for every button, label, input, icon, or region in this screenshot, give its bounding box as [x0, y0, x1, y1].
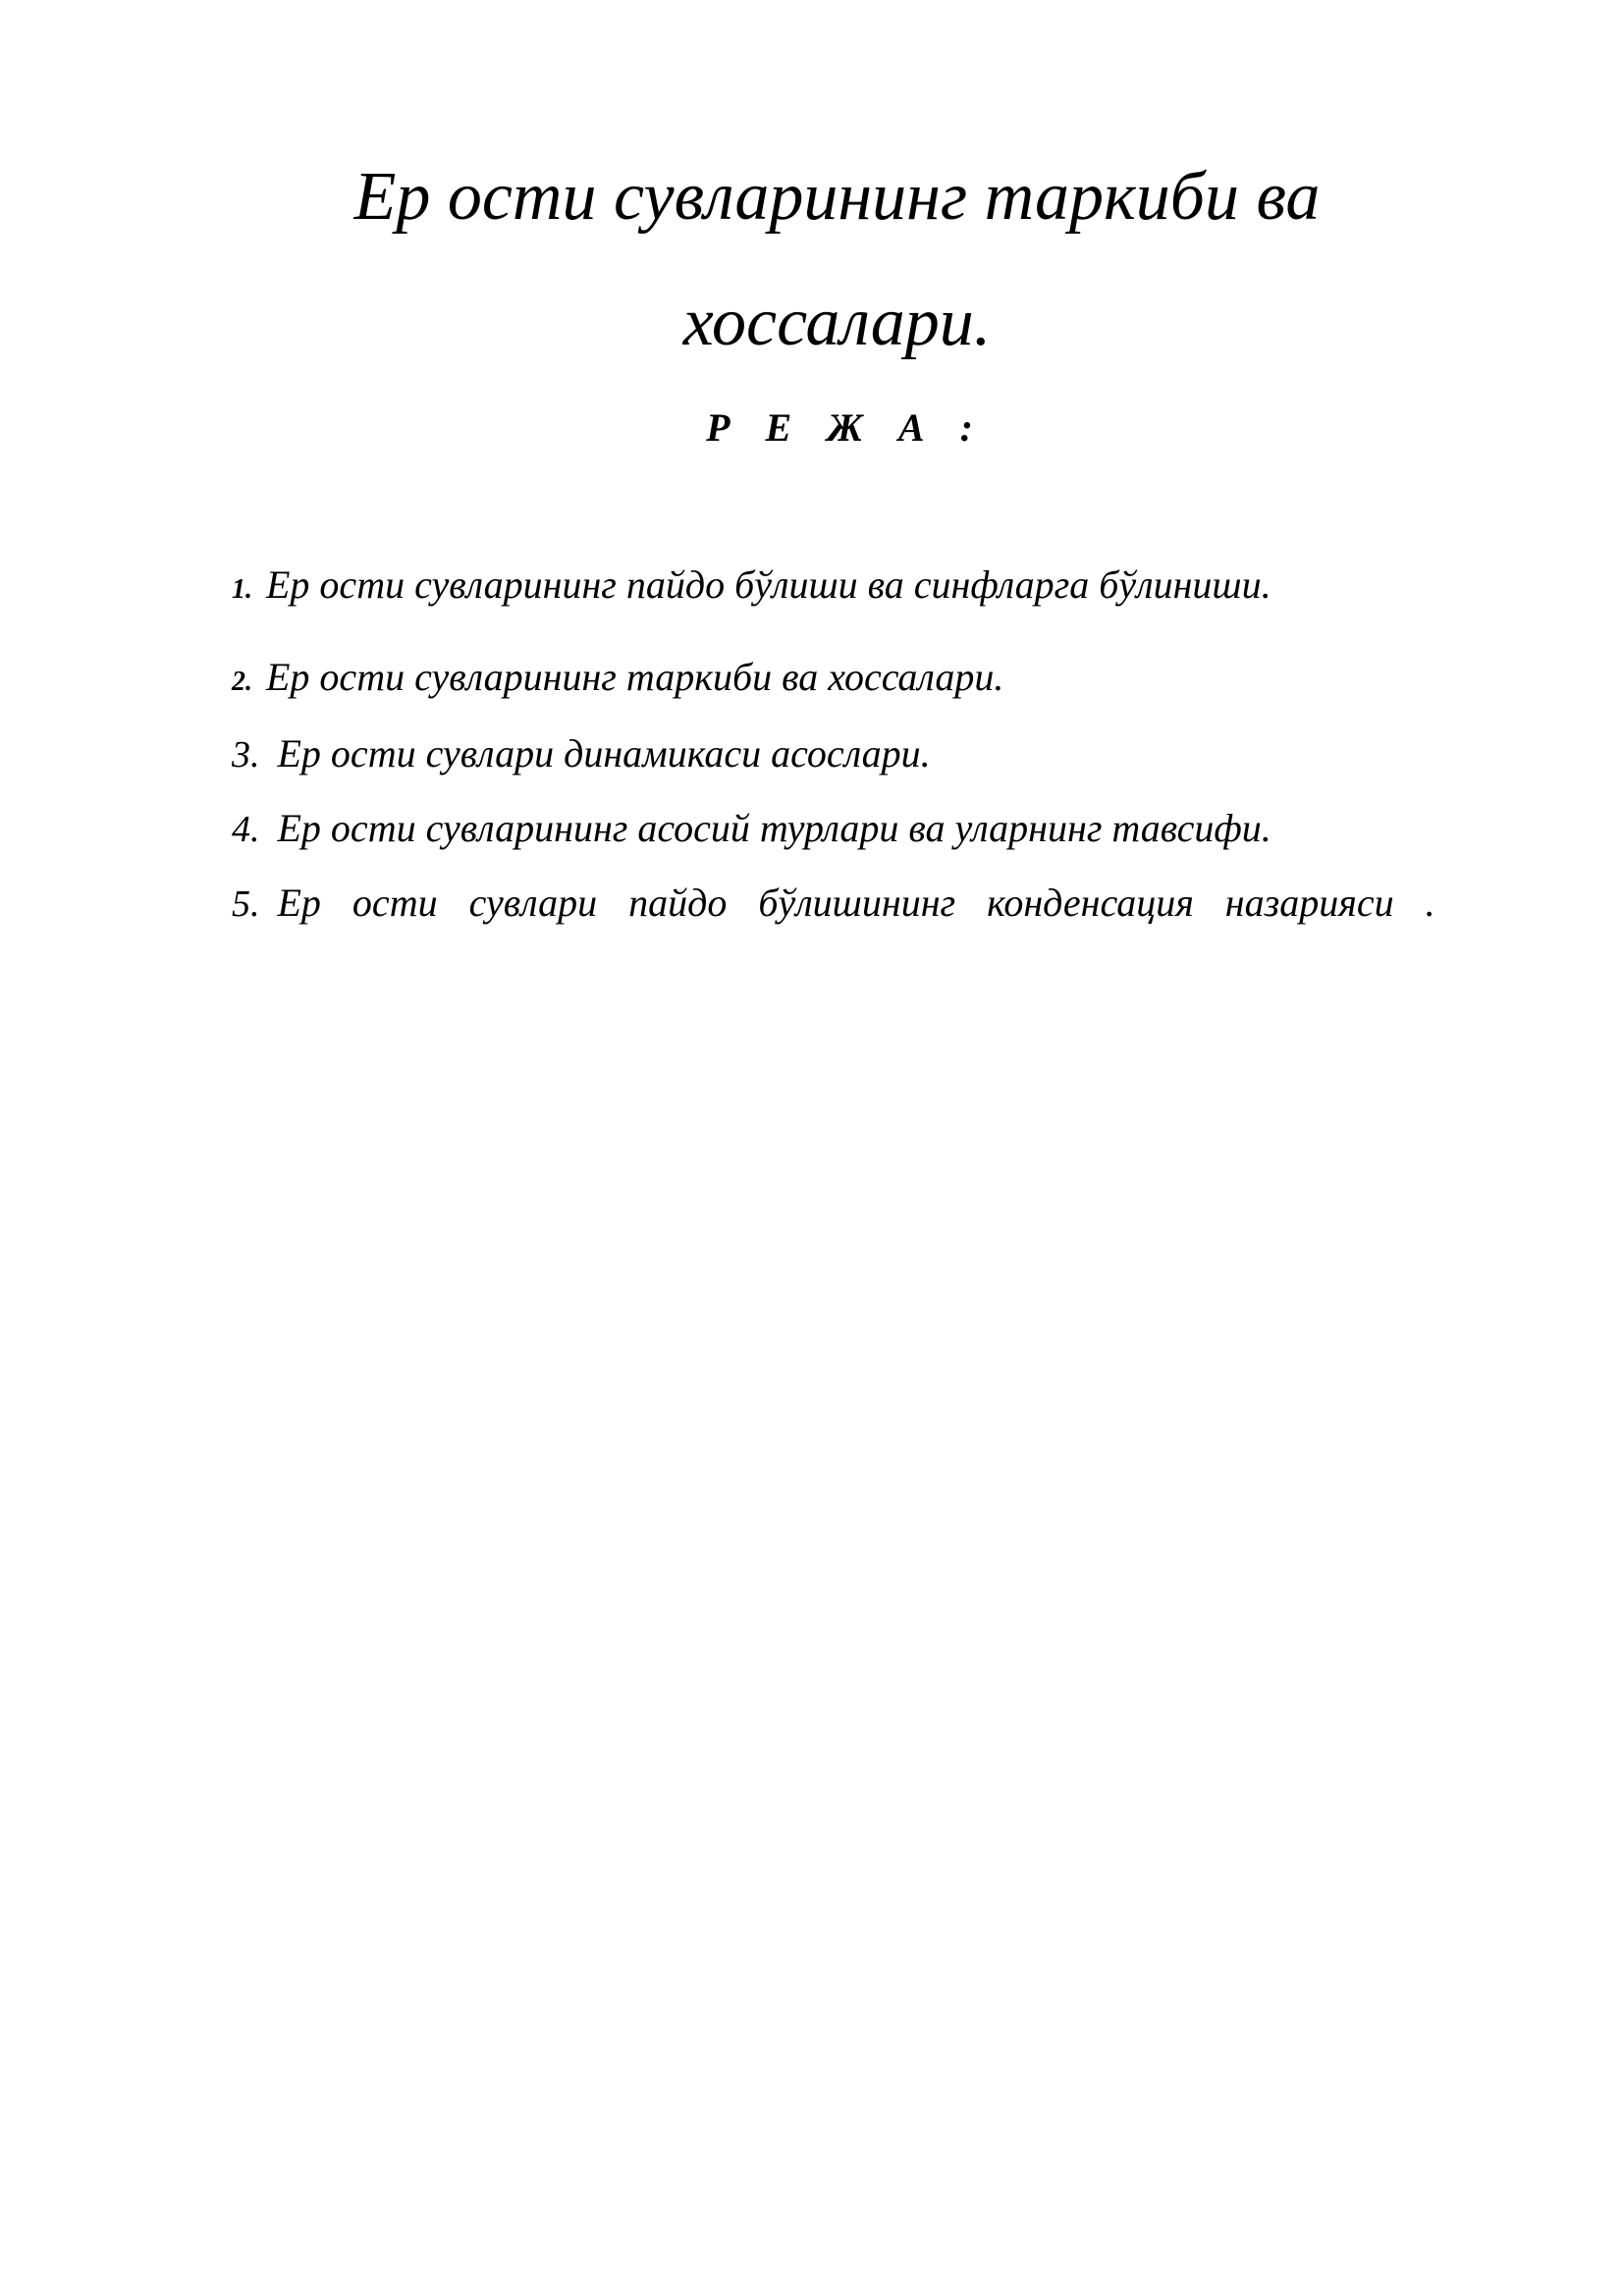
plan-item: [232, 731, 931, 775]
plan-item-number: 4.: [232, 809, 260, 850]
document-title-line-2: хоссалари.: [682, 285, 992, 360]
document-title-line-1: Ер ости сувларининг таркиби ва: [353, 159, 1321, 235]
plan-item-text: Ер ости сувлари пайдо бўлишининг конденсация назарияси .: [277, 881, 1435, 925]
plan-item-number: 3.: [232, 734, 260, 775]
plan-item-text: Ер ости сувларининг асосий турлари ва уларнинг тавсифи.: [277, 806, 1271, 850]
plan-item-number: 5.: [232, 883, 260, 925]
plan-item: [232, 562, 1271, 607]
plan-item-number: 1.: [232, 574, 252, 605]
plan-item: [232, 655, 1004, 699]
plan-heading: Р Е Ж А :: [706, 405, 974, 450]
plan-item-number: 2.: [232, 667, 252, 697]
plan-item-text: Ер ости сувлари динамикаси асослари.: [277, 731, 931, 775]
plan-item-text: Ер ости сувларининг таркиби ва хоссалари.: [266, 655, 1004, 699]
plan-item-text: Ер ости сувларининг пайдо бўлиши ва синфларга бўлиниши.: [266, 562, 1271, 607]
plan-item: [232, 883, 1518, 923]
plan-item: [232, 806, 1271, 850]
